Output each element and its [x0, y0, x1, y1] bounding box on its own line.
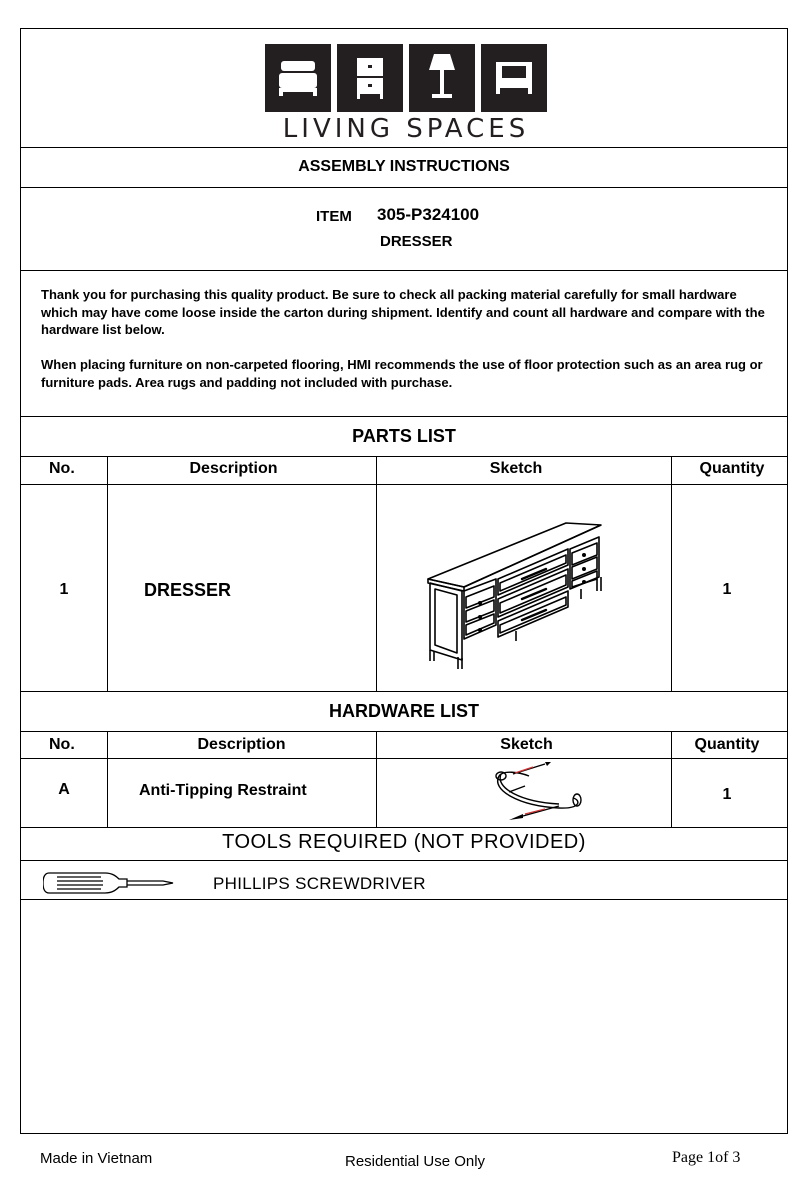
intro-paragraph-1: Thank you for purchasing this quality product. Be sure to check all packing material carefully for small hardware which may have come loose inside the carton during shipment. Identify and count all hardware and compare with the hardware list below. [41, 287, 765, 337]
hardware-col-description: Description [197, 736, 286, 753]
parts-col-sketch: Sketch [489, 460, 543, 477]
anti-tipping-restraint-sketch [489, 762, 589, 826]
footer-page-number: Page 1of 3 [672, 1149, 741, 1166]
parts-col-no: No. [49, 460, 75, 477]
hardware-col-quantity: Quantity [694, 736, 760, 753]
brand-name: LIVING SPACES [282, 114, 530, 144]
footer-residential: Residential Use Only [345, 1153, 486, 1170]
page-title: ASSEMBLY INSTRUCTIONS [298, 158, 510, 175]
hardware-row-no: A [58, 781, 70, 798]
document-frame [20, 28, 788, 1134]
parts-list-title: PARTS LIST [352, 426, 456, 446]
intro-paragraph-2: When placing furniture on non-carpeted flooring, HMI recommends the use of floor protection such as an area rug or furniture pads. Area rugs and padding not included with purchase. [41, 357, 763, 390]
tools-title: TOOLS REQUIRED (NOT PROVIDED) [222, 831, 586, 853]
item-name: DRESSER [380, 233, 453, 250]
parts-row-quantity: 1 [722, 581, 732, 598]
parts-col-quantity: Quantity [699, 460, 765, 477]
tool-name: PHILLIPS SCREWDRIVER [213, 874, 426, 893]
dresser-sketch [426, 495, 606, 675]
item-number: 305-P324100 [377, 205, 480, 224]
hardware-col-sketch: Sketch [500, 736, 553, 753]
item-label: ITEM [316, 208, 352, 225]
hardware-row-quantity: 1 [722, 786, 732, 803]
hardware-col-no: No. [49, 736, 75, 753]
parts-col-description: Description [189, 460, 278, 477]
footer-made-in: Made in Vietnam [40, 1150, 153, 1167]
hardware-row-description: Anti-Tipping Restraint [139, 782, 307, 799]
parts-row-description: DRESSER [144, 580, 232, 600]
screwdriver-icon [43, 871, 175, 895]
hardware-list-title: HARDWARE LIST [329, 701, 479, 721]
parts-row-no: 1 [59, 581, 69, 598]
